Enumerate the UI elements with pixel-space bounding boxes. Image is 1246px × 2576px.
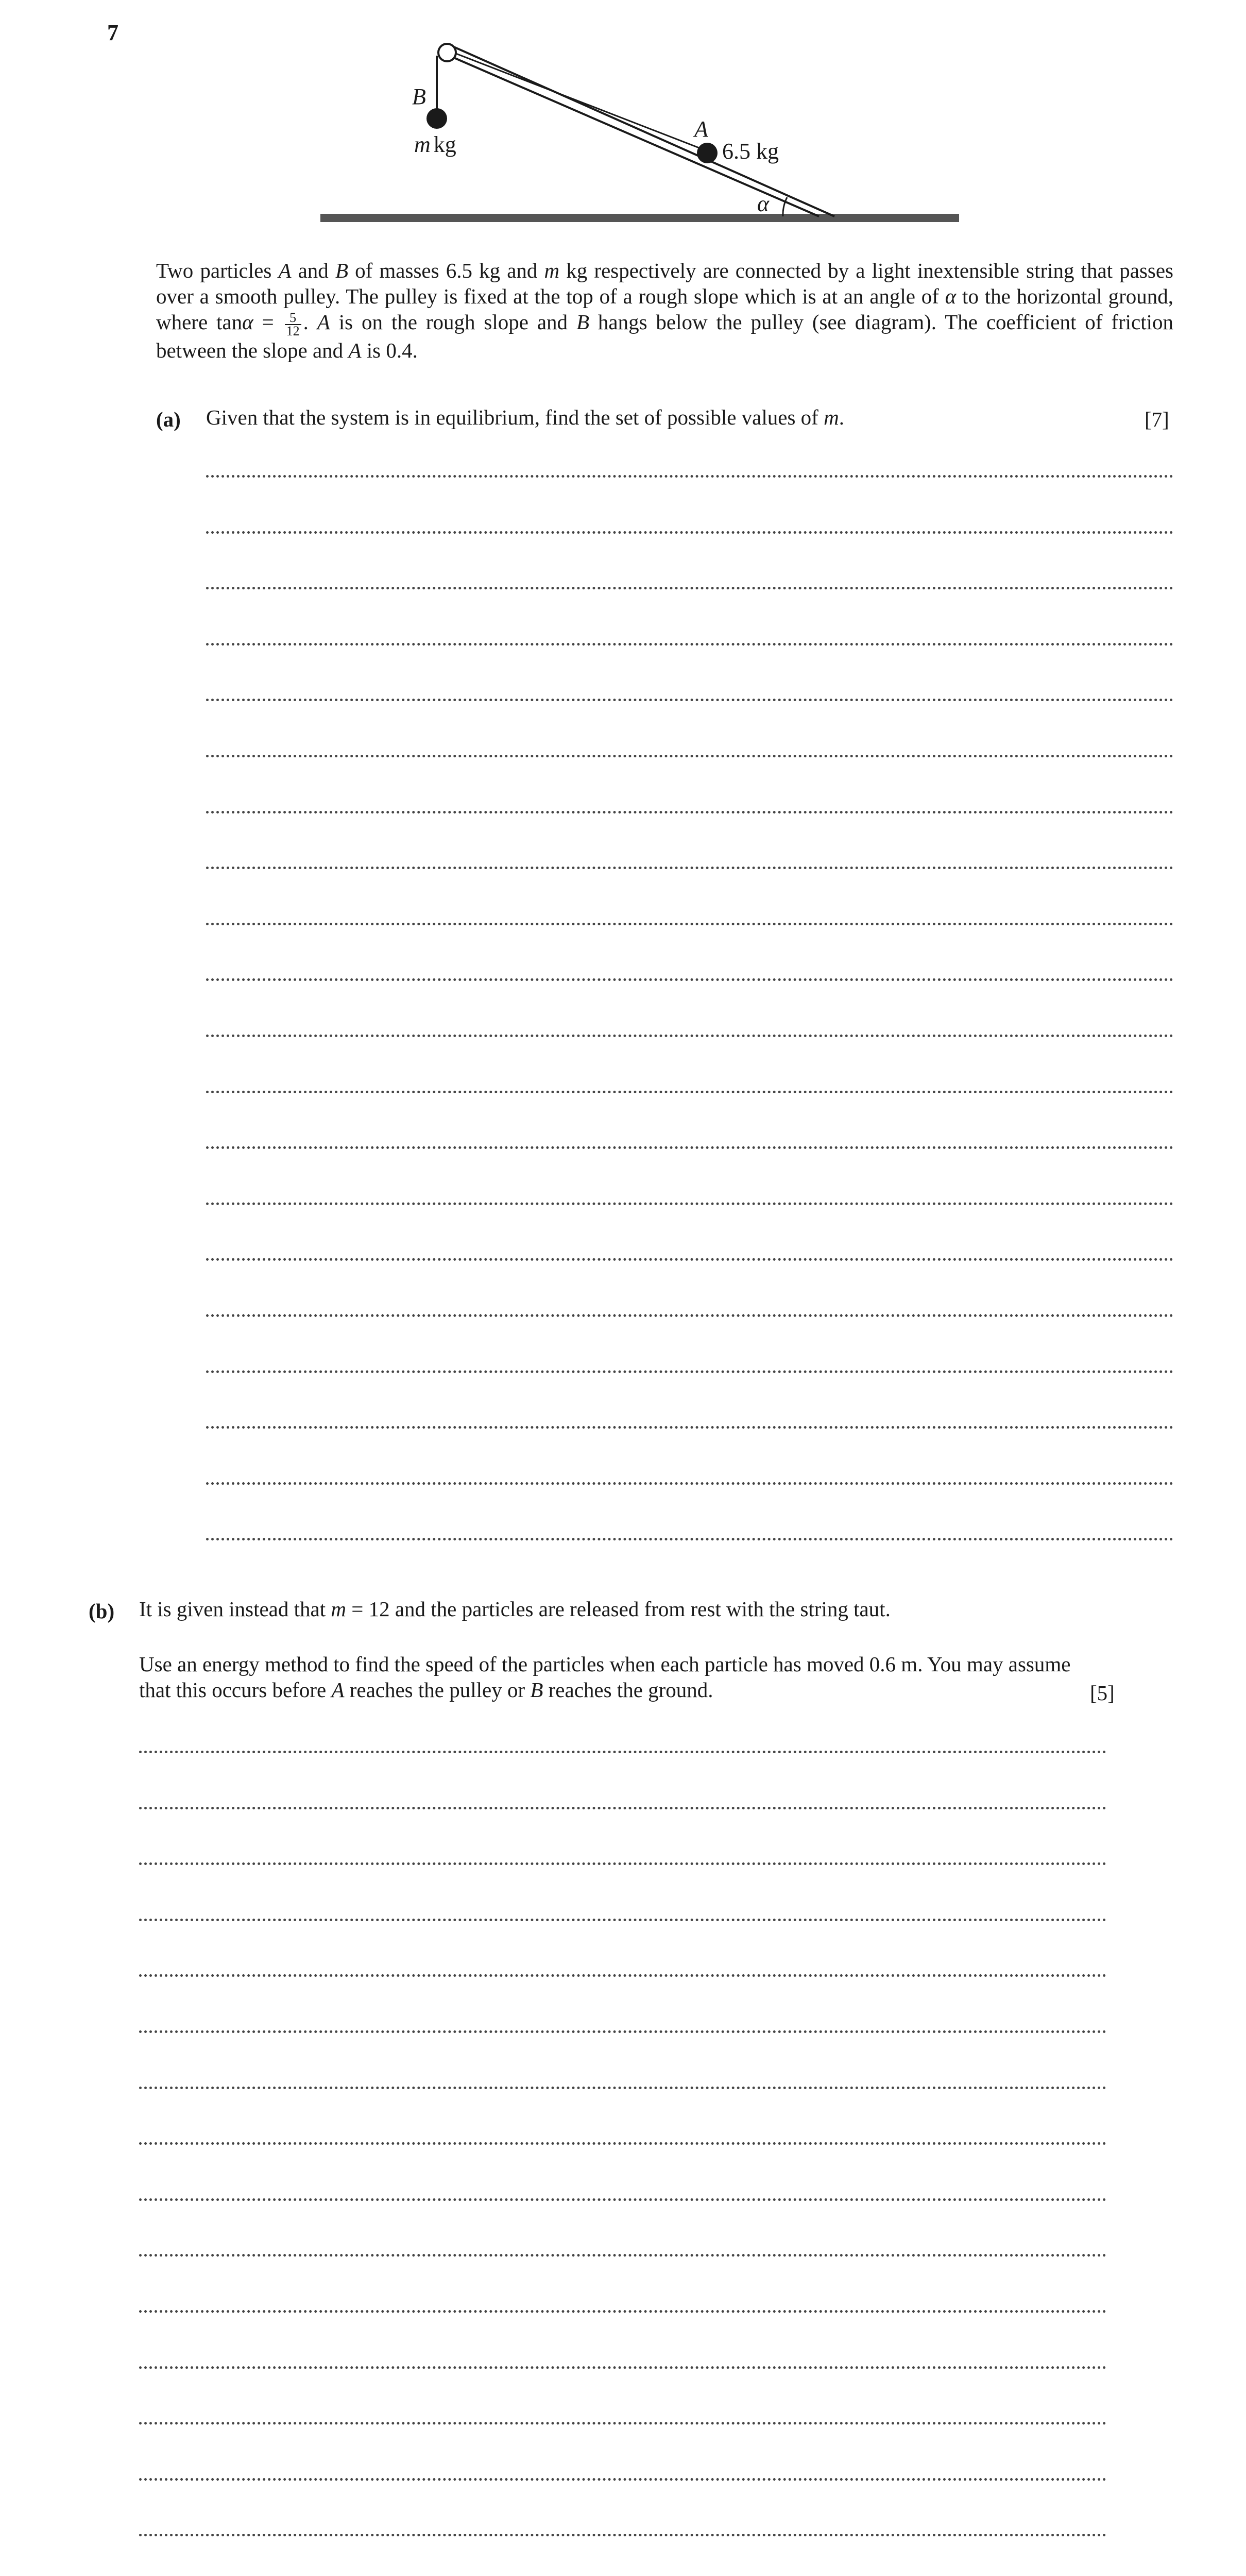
answer-line[interactable]	[206, 1314, 1173, 1317]
label-b: B	[412, 84, 426, 109]
answer-line[interactable]	[139, 1751, 1106, 1753]
answer-line[interactable]	[206, 1035, 1173, 1037]
answer-line[interactable]	[206, 475, 1173, 478]
question-number: 7	[107, 20, 118, 45]
pulley	[438, 44, 456, 61]
part-a-answer-area[interactable]	[206, 464, 1173, 1546]
part-b-intro: It is given instead that m = 12 and the particles are released from rest with the string taut.	[139, 1597, 891, 1621]
answer-line[interactable]	[139, 1862, 1106, 1865]
answer-line[interactable]	[206, 1538, 1173, 1540]
ground-line	[320, 214, 959, 222]
part-b-answer-area[interactable]	[139, 1741, 1106, 2576]
slope-line-top	[449, 45, 834, 216]
answer-line[interactable]	[206, 531, 1173, 534]
particle-a	[697, 143, 718, 163]
answer-line[interactable]	[206, 755, 1173, 757]
answer-line[interactable]	[206, 1482, 1173, 1485]
answer-line[interactable]	[139, 2534, 1106, 2536]
part-a-marks: [7]	[1145, 408, 1169, 431]
answer-line[interactable]	[206, 587, 1173, 589]
answer-line[interactable]	[206, 811, 1173, 814]
fraction: $\frac{5}{12}$	[285, 312, 301, 337]
part-b-label: (b)	[89, 1599, 115, 1623]
answer-line[interactable]	[206, 1258, 1173, 1261]
answer-line[interactable]	[206, 923, 1173, 925]
label-alpha: α	[757, 191, 770, 216]
answer-line[interactable]	[206, 699, 1173, 701]
answer-line[interactable]	[139, 1919, 1106, 1921]
answer-line[interactable]	[139, 2198, 1106, 2201]
answer-line[interactable]	[139, 2254, 1106, 2257]
answer-line[interactable]	[139, 2142, 1106, 2145]
part-b-marks: [5]	[1090, 1681, 1115, 1705]
answer-line[interactable]	[139, 1807, 1106, 1809]
answer-line[interactable]	[206, 1370, 1173, 1373]
answer-line[interactable]	[139, 2478, 1106, 2481]
particle-b	[426, 108, 447, 129]
answer-line[interactable]	[206, 867, 1173, 869]
label-a: A	[694, 116, 708, 142]
pulley-slope-diagram	[0, 0, 1246, 237]
answer-line[interactable]	[139, 2087, 1106, 2089]
answer-line[interactable]	[139, 2422, 1106, 2425]
answer-line[interactable]	[139, 2030, 1106, 2033]
answer-line[interactable]	[139, 1974, 1106, 1977]
part-a-label: (a)	[156, 408, 181, 431]
part-a-text: Given that the system is in equilibrium, find the set of possible values of m.	[206, 405, 844, 429]
answer-line[interactable]	[206, 1426, 1173, 1429]
answer-line[interactable]	[206, 1202, 1173, 1205]
part-b-question: Use an energy method to find the speed of the particles when each particle has moved 0.6 m. You may assume that this occurs before A reaches the pulley or B reaches the ground.	[139, 1652, 1071, 1702]
answer-line[interactable]	[206, 643, 1173, 646]
label-a-mass: 6.5 kg	[722, 139, 779, 164]
answer-line[interactable]	[206, 978, 1173, 981]
answer-line[interactable]	[139, 2310, 1106, 2313]
label-m-kg: m kg	[414, 132, 456, 157]
question-stem: Two particles A and B of masses 6.5 kg and m kg respectively are connected by a light inextensible string that passes over a smooth pulley. The pulley is fixed at the top of a rough slope which is at an angle of α to the horizontal ground, where tanα = $\frac{5}{12}$ . A is on the rough slope and B hangs below the pulley (see diagram). The coefficient of friction between the slope and A is 0.4.	[156, 259, 1174, 362]
answer-line[interactable]	[139, 2366, 1106, 2369]
answer-line[interactable]	[206, 1146, 1173, 1149]
string-to-a	[451, 52, 703, 149]
answer-line[interactable]	[206, 1091, 1173, 1093]
